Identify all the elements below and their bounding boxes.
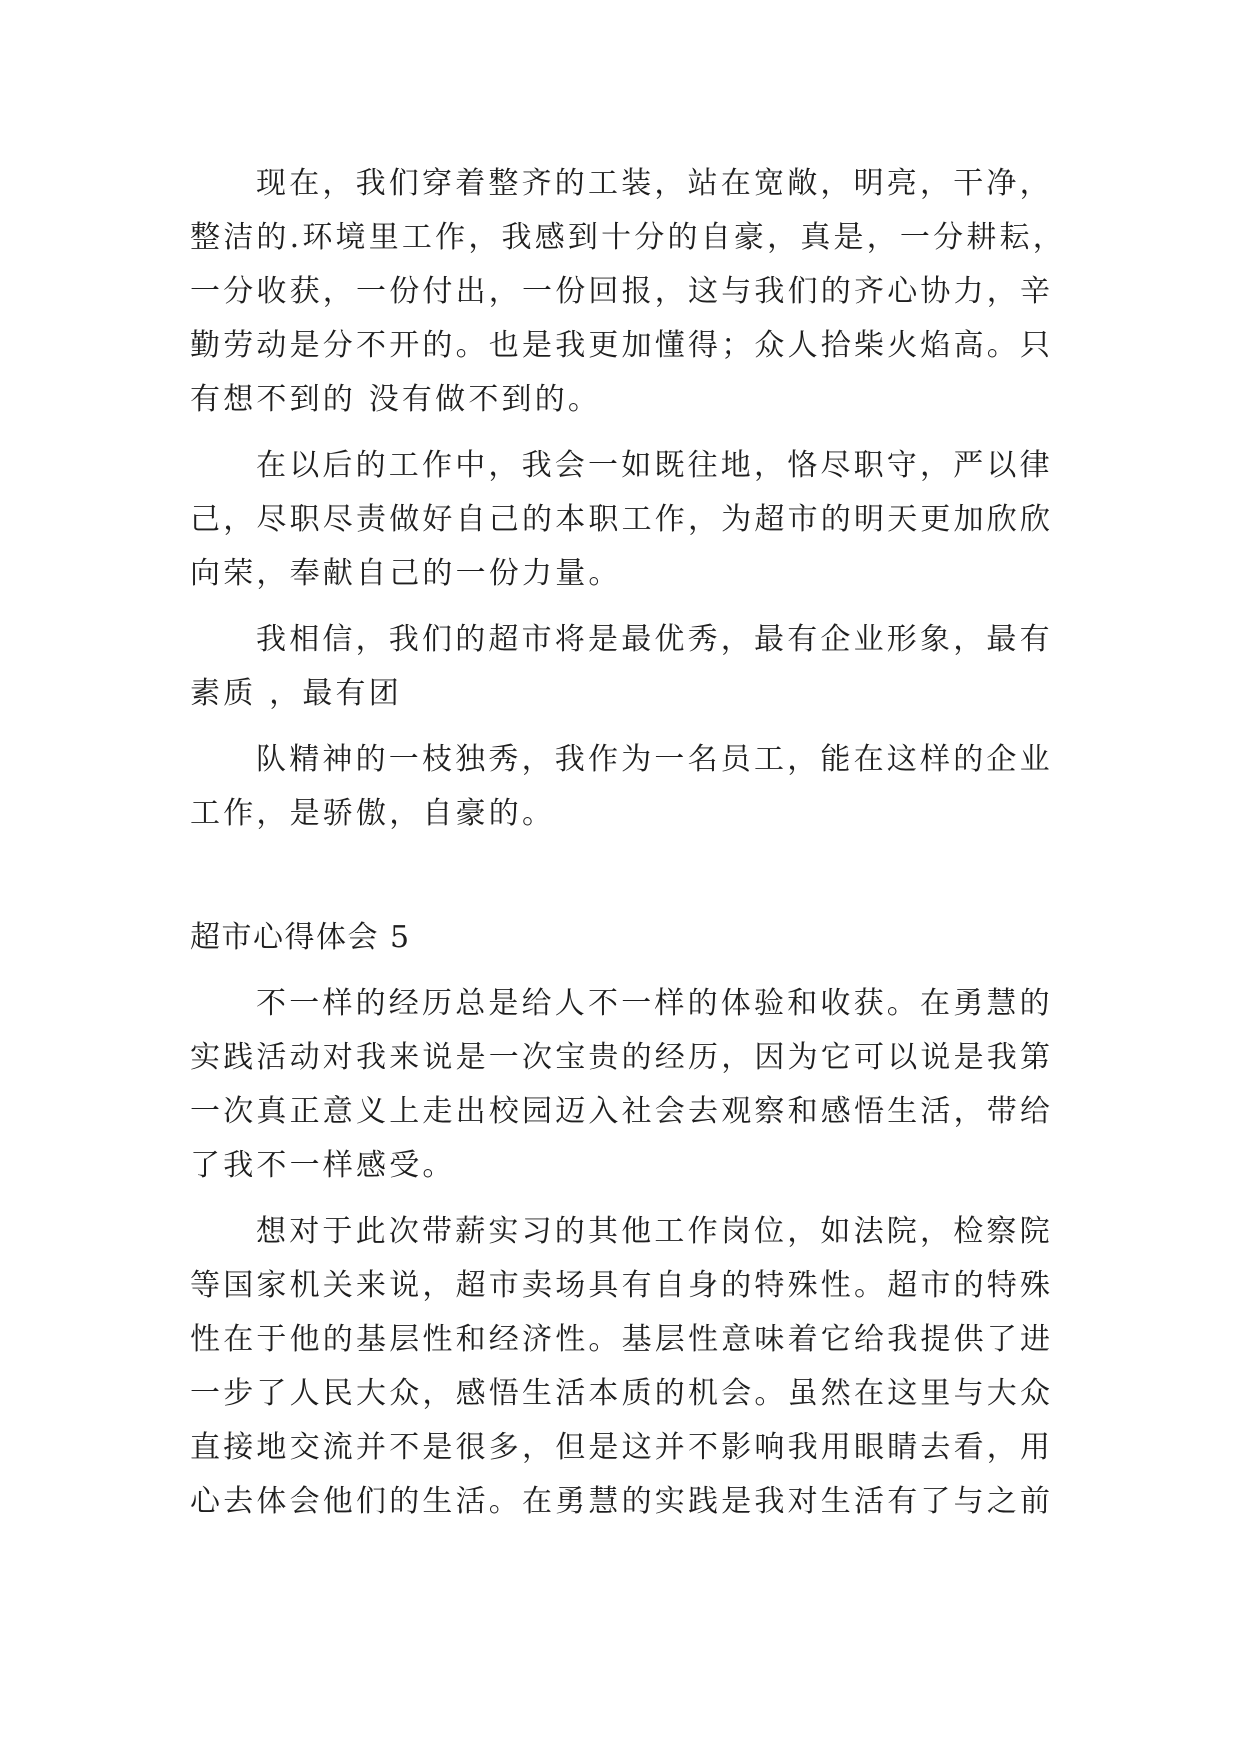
paragraph-line: 现在，我们穿着整齐的工装，站在宽敞，明亮，干净， xyxy=(256,166,1053,201)
paragraph-line: 直接地交流并不是很多，但是这并不影响我用眼睛去看，用 xyxy=(190,1430,1054,1465)
paragraph-line: 向荣，奉献自己的一份力量。 xyxy=(190,556,622,591)
paragraph-line: 想对于此次带薪实习的其他工作岗位，如法院，检察院 xyxy=(256,1214,1053,1249)
paragraph-line: 心去体会他们的生活。在勇慧的实践是我对生活有了与之前 xyxy=(190,1484,1054,1519)
paragraph-line: 一次真正意义上走出校园迈入社会去观察和感悟生活，带给 xyxy=(190,1094,1054,1129)
paragraph-line: 等国家机关来说，超市卖场具有自身的特殊性。超市的特殊 xyxy=(190,1268,1054,1303)
paragraph-line: 实践活动对我来说是一次宝贵的经历，因为它可以说是我第 xyxy=(190,1040,1054,1075)
paragraph-line: 有想不到的 没有做不到的。 xyxy=(190,382,602,417)
paragraph-line: 在以后的工作中，我会一如既往地，恪尽职守，严以律 xyxy=(256,448,1053,483)
paragraph-line: 队精神的一枝独秀，我作为一名员工，能在这样的企业 xyxy=(256,742,1053,777)
paragraph-line: 一分收获，一份付出，一份回报，这与我们的齐心协力，辛 xyxy=(190,274,1054,309)
paragraph-line: 不一样的经历总是给人不一样的体验和收获。在勇慧的 xyxy=(256,986,1053,1021)
paragraph-line: 工作，是骄傲，自豪的。 xyxy=(190,796,556,831)
paragraph-line: 素质 ，最有团 xyxy=(190,676,402,711)
paragraph-line: 勤劳动是分不开的。也是我更加懂得；众人拾柴火焰高。只 xyxy=(190,328,1054,363)
paragraph-line: 了我不一样感受。 xyxy=(190,1148,456,1183)
paragraph-line: 整洁的.环境里工作，我感到十分的自豪，真是，一分耕耘， xyxy=(190,220,1066,255)
paragraph-line: 我相信，我们的超市将是最优秀，最有企业形象，最有 xyxy=(256,622,1053,657)
paragraph-line: 己，尽职尽责做好自己的本职工作，为超市的明天更加欣欣 xyxy=(190,502,1054,537)
paragraph-line: 一步了人民大众，感悟生活本质的机会。虽然在这里与大众 xyxy=(190,1376,1054,1411)
paragraph-line: 性在于他的基层性和经济性。基层性意味着它给我提供了进 xyxy=(190,1322,1054,1357)
section-heading: 超市心得体会 5 xyxy=(190,920,411,955)
